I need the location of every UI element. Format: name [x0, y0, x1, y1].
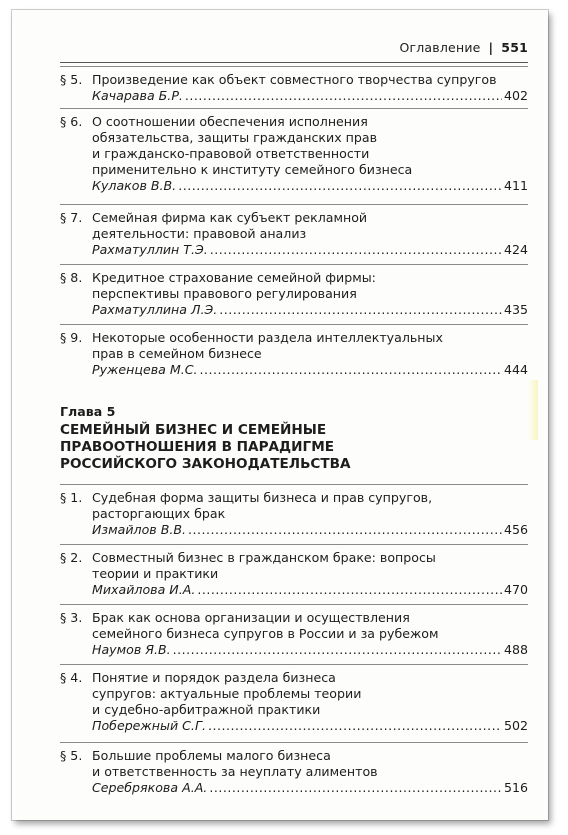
entry-author: Наумов Я.В. [92, 642, 171, 657]
title-line: теории и практики [92, 566, 219, 581]
title-line: расторгающих брак [92, 506, 226, 521]
page-number: 551 [501, 40, 528, 55]
entry-page: 444 [503, 362, 528, 377]
chapter-title [60, 422, 351, 473]
leader-dots [209, 780, 502, 796]
entry-title [92, 748, 528, 780]
entry-rule [60, 108, 528, 109]
leader-dots [188, 522, 502, 538]
title-line: и ответственность за неуплату алиментов [92, 764, 378, 779]
title-line: Понятие и порядок раздела бизнеса [92, 670, 336, 685]
section-mark: § 9. [60, 330, 83, 345]
title-line: и гражданско-правовой ответственности [92, 146, 370, 161]
chapter-title-line: СЕМЕЙНЫЙ БИЗНЕС И СЕМЕЙНЫЕ [60, 422, 327, 438]
entry-page: 402 [503, 88, 528, 103]
entry-title [92, 114, 528, 178]
section-mark: § 8. [60, 270, 83, 285]
title-line: обязательства, защиты гражданских прав [92, 130, 378, 145]
toc-entry-ch5-5 [60, 748, 528, 796]
entry-page: 470 [503, 582, 528, 597]
entry-author: Рахматуллина Л.Э. [92, 302, 218, 317]
entry-page: 435 [503, 302, 528, 317]
title-line: Судебная форма защиты бизнеса и прав супругов, [92, 490, 433, 505]
author-row [92, 88, 528, 104]
author-row [92, 522, 528, 538]
entry-page: 411 [503, 178, 528, 193]
toc-entry-ch5-2 [60, 550, 528, 598]
entry-rule [60, 324, 528, 325]
section-mark: § 6. [60, 114, 83, 129]
title-line: Большие проблемы малого бизнеса [92, 748, 331, 763]
title-line: Брак как основа организации и осуществления [92, 610, 410, 625]
entry-author: Руженцева М.С. [92, 362, 198, 377]
toc-entry-9 [60, 330, 528, 378]
leader-dots [197, 582, 502, 598]
leader-dots [208, 718, 502, 734]
entry-rule [60, 742, 528, 743]
entry-page: 516 [503, 780, 528, 795]
entry-rule [60, 604, 528, 605]
entry-title [92, 330, 528, 362]
entry-title [92, 550, 528, 582]
section-mark: § 1. [60, 490, 83, 505]
page-edge-tint [528, 380, 538, 440]
entry-title [92, 490, 528, 522]
toc-entry-ch5-4 [60, 670, 528, 734]
title-line: Семейная фирма как субъект рекламной [92, 210, 368, 225]
author-row [92, 178, 528, 194]
chapter-title-line: РОССИЙСКОГО ЗАКОНОДАТЕЛЬСТВА [60, 456, 351, 472]
leader-dots [185, 88, 502, 104]
header-separator: | [488, 40, 494, 55]
title-line: семейного бизнеса супругов в России и за рубежом [92, 626, 439, 641]
entry-title [92, 270, 528, 302]
header-title: Оглавление [399, 40, 481, 55]
entry-page: 456 [503, 522, 528, 537]
toc-entry-ch5-3 [60, 610, 528, 658]
title-line: Кредитное страхование семейной фирмы: [92, 270, 376, 285]
title-line: применительно к институту семейного бизнеса [92, 162, 413, 177]
chapter-title-line: ПРАВООТНОШЕНИЯ В ПАРАДИГМЕ [60, 439, 335, 455]
leader-dots [200, 362, 502, 378]
leader-dots [219, 302, 502, 318]
title-line: О соотношении обеспечения исполнения [92, 114, 368, 129]
entry-rule [60, 484, 528, 485]
title-line: и судебно-арбитражной практики [92, 702, 321, 717]
entry-author: Михайлова И.А. [92, 582, 196, 597]
section-mark: § 7. [60, 210, 83, 225]
title-line: Произведение как объект совместного творчества супругов [92, 72, 497, 87]
entry-author: Побережный С.Г. [92, 718, 206, 733]
author-row [92, 582, 528, 598]
author-row [92, 362, 528, 378]
entry-rule [60, 664, 528, 665]
entry-rule [60, 264, 528, 265]
title-line: супругов: актуальные проблемы теории [92, 686, 362, 701]
author-row [92, 718, 528, 734]
leader-dots [173, 642, 502, 658]
entry-author: Измайлов В.В. [92, 522, 186, 537]
title-line: Некоторые особенности раздела интеллектуальных [92, 330, 443, 345]
entry-page: 502 [503, 718, 528, 733]
author-row [92, 780, 528, 796]
author-row [92, 242, 528, 258]
header-rule [60, 62, 528, 63]
section-mark: § 5. [60, 748, 83, 763]
entry-author: Рахматуллин Т.Э. [92, 242, 208, 257]
toc-entry-ch5-1 [60, 490, 528, 538]
entry-author: Серебрякова А.А. [92, 780, 208, 795]
entry-page: 488 [503, 642, 528, 657]
section-mark: § 2. [60, 550, 83, 565]
entry-author: Качарава Б.Р. [92, 88, 183, 103]
entry-rule [60, 66, 528, 67]
leader-dots [210, 242, 502, 258]
section-mark: § 4. [60, 670, 83, 685]
entry-author: Кулаков В.В. [92, 178, 177, 193]
title-line: деятельности: правовой анализ [92, 226, 307, 241]
entry-title [92, 72, 528, 88]
title-line: Совместный бизнес в гражданском браке: вопросы [92, 550, 436, 565]
toc-entry-6 [60, 114, 528, 194]
toc-entry-8 [60, 270, 528, 318]
toc-entry-5 [60, 72, 528, 104]
entry-rule [60, 204, 528, 205]
author-row [92, 642, 528, 658]
chapter-label: Глава 5 [60, 404, 116, 419]
title-line: перспективы правового регулирования [92, 286, 357, 301]
entry-title [92, 210, 528, 242]
title-line: прав в семейном бизнесе [92, 346, 262, 361]
section-mark: § 3. [60, 610, 83, 625]
entry-page: 424 [503, 242, 528, 257]
entry-rule [60, 544, 528, 545]
author-row [92, 302, 528, 318]
running-header [399, 40, 528, 55]
toc-entry-7 [60, 210, 528, 258]
entry-title [92, 670, 528, 718]
entry-title [92, 610, 528, 642]
section-mark: § 5. [60, 72, 83, 87]
leader-dots [178, 178, 502, 194]
